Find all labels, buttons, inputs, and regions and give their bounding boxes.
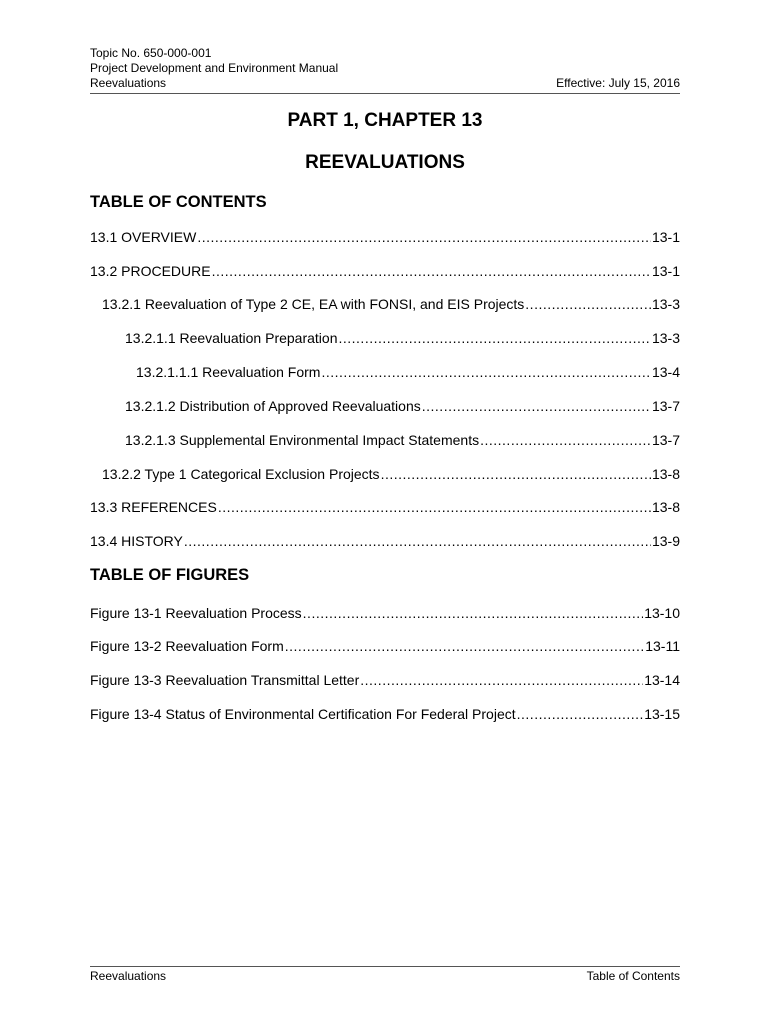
part-title: PART 1, CHAPTER 13 bbox=[287, 110, 483, 131]
toc-entry-label: 13.2.2 Type 1 Categorical Exclusion Projects bbox=[102, 466, 380, 482]
toc-entry[interactable] bbox=[125, 330, 680, 346]
figure-entry-page: 13-15 bbox=[644, 706, 680, 722]
toc-entry-label: 13.2.1.2 Distribution of Approved Reevaluations bbox=[125, 398, 421, 414]
toc-entry-label: 13.4 HISTORY bbox=[90, 533, 183, 549]
leader-dots bbox=[218, 499, 651, 515]
header-manual: Project Development and Environment Manual bbox=[90, 61, 339, 75]
toc-entry-label: 13.2.1.1 Reevaluation Preparation bbox=[125, 330, 338, 346]
toc-entry-label: 13.2.1.3 Supplemental Environmental Impact Statements bbox=[125, 432, 480, 448]
leader-dots bbox=[422, 398, 651, 414]
toc-entry-page: 13-8 bbox=[651, 466, 680, 482]
toc-entry[interactable] bbox=[90, 263, 680, 279]
toc-entry[interactable] bbox=[125, 398, 680, 414]
document-page bbox=[90, 0, 680, 1024]
footer-right: Table of Contents bbox=[586, 969, 680, 983]
toc-heading: TABLE OF CONTENTS bbox=[90, 193, 267, 211]
leader-dots bbox=[184, 533, 651, 549]
toc-entry-label: 13.2 PROCEDURE bbox=[90, 263, 211, 279]
leader-dots bbox=[381, 466, 651, 482]
figure-entry-page: 13-14 bbox=[644, 672, 680, 688]
leader-dots bbox=[360, 672, 643, 688]
chapter-title: REEVALUATIONS bbox=[305, 152, 465, 173]
toc-entry-page: 13-7 bbox=[651, 398, 680, 414]
leader-dots bbox=[480, 432, 651, 448]
figure-entry-label: Figure 13-4 Status of Environmental Certification For Federal Project bbox=[90, 706, 516, 722]
tof-heading: TABLE OF FIGURES bbox=[90, 566, 250, 584]
header-section: Reevaluations bbox=[90, 76, 167, 90]
toc-entry-page: 13-8 bbox=[651, 499, 680, 515]
footer-divider bbox=[90, 966, 680, 967]
figure-entry-label: Figure 13-2 Reevaluation Form bbox=[90, 638, 284, 654]
page-header bbox=[90, 46, 680, 91]
toc-entry-label: 13.3 REFERENCES bbox=[90, 499, 217, 515]
figure-entry-page: 13-11 bbox=[645, 638, 680, 654]
leader-dots bbox=[517, 706, 644, 722]
figure-entry[interactable] bbox=[90, 706, 680, 722]
leader-dots bbox=[303, 605, 644, 621]
toc-entry-page: 13-3 bbox=[651, 296, 680, 312]
page-footer bbox=[90, 969, 680, 983]
toc-entry[interactable] bbox=[136, 364, 680, 380]
toc-entry[interactable] bbox=[90, 533, 680, 549]
leader-dots bbox=[197, 229, 651, 245]
header-divider bbox=[90, 93, 680, 94]
leader-dots bbox=[285, 638, 644, 654]
toc-entry[interactable] bbox=[90, 229, 680, 245]
leader-dots bbox=[525, 296, 651, 312]
toc-entry-page: 13-7 bbox=[651, 432, 680, 448]
figure-entry[interactable] bbox=[90, 605, 680, 621]
leader-dots bbox=[338, 330, 650, 346]
toc-entry-label: 13.2.1 Reevaluation of Type 2 CE, EA with FONSI, and EIS Projects bbox=[102, 296, 525, 312]
header-topic: Topic No. 650-000-001 bbox=[90, 46, 212, 60]
header-effective-date: Effective: July 15, 2016 bbox=[556, 76, 680, 90]
toc-entry-label: 13.2.1.1.1 Reevaluation Form bbox=[136, 364, 321, 380]
toc-entry-page: 13-3 bbox=[651, 330, 680, 346]
toc-entry-page: 13-1 bbox=[651, 263, 680, 279]
toc-entry[interactable] bbox=[125, 432, 680, 448]
footer-left: Reevaluations bbox=[90, 969, 167, 983]
leader-dots bbox=[212, 263, 651, 279]
figure-entry[interactable] bbox=[90, 638, 680, 654]
figure-entry-label: Figure 13-3 Reevaluation Transmittal Letter bbox=[90, 672, 360, 688]
toc-entry-page: 13-1 bbox=[651, 229, 680, 245]
figure-entry[interactable] bbox=[90, 672, 680, 688]
leader-dots bbox=[321, 364, 651, 380]
figure-entry-label: Figure 13-1 Reevaluation Process bbox=[90, 605, 302, 621]
figure-entry-page: 13-10 bbox=[644, 605, 680, 621]
toc-entry[interactable] bbox=[90, 499, 680, 515]
toc-entry-page: 13-4 bbox=[651, 364, 680, 380]
toc-entry-label: 13.1 OVERVIEW bbox=[90, 229, 197, 245]
toc-entry[interactable] bbox=[102, 466, 680, 482]
toc-entry-page: 13-9 bbox=[651, 533, 680, 549]
toc-entry[interactable] bbox=[102, 296, 680, 312]
